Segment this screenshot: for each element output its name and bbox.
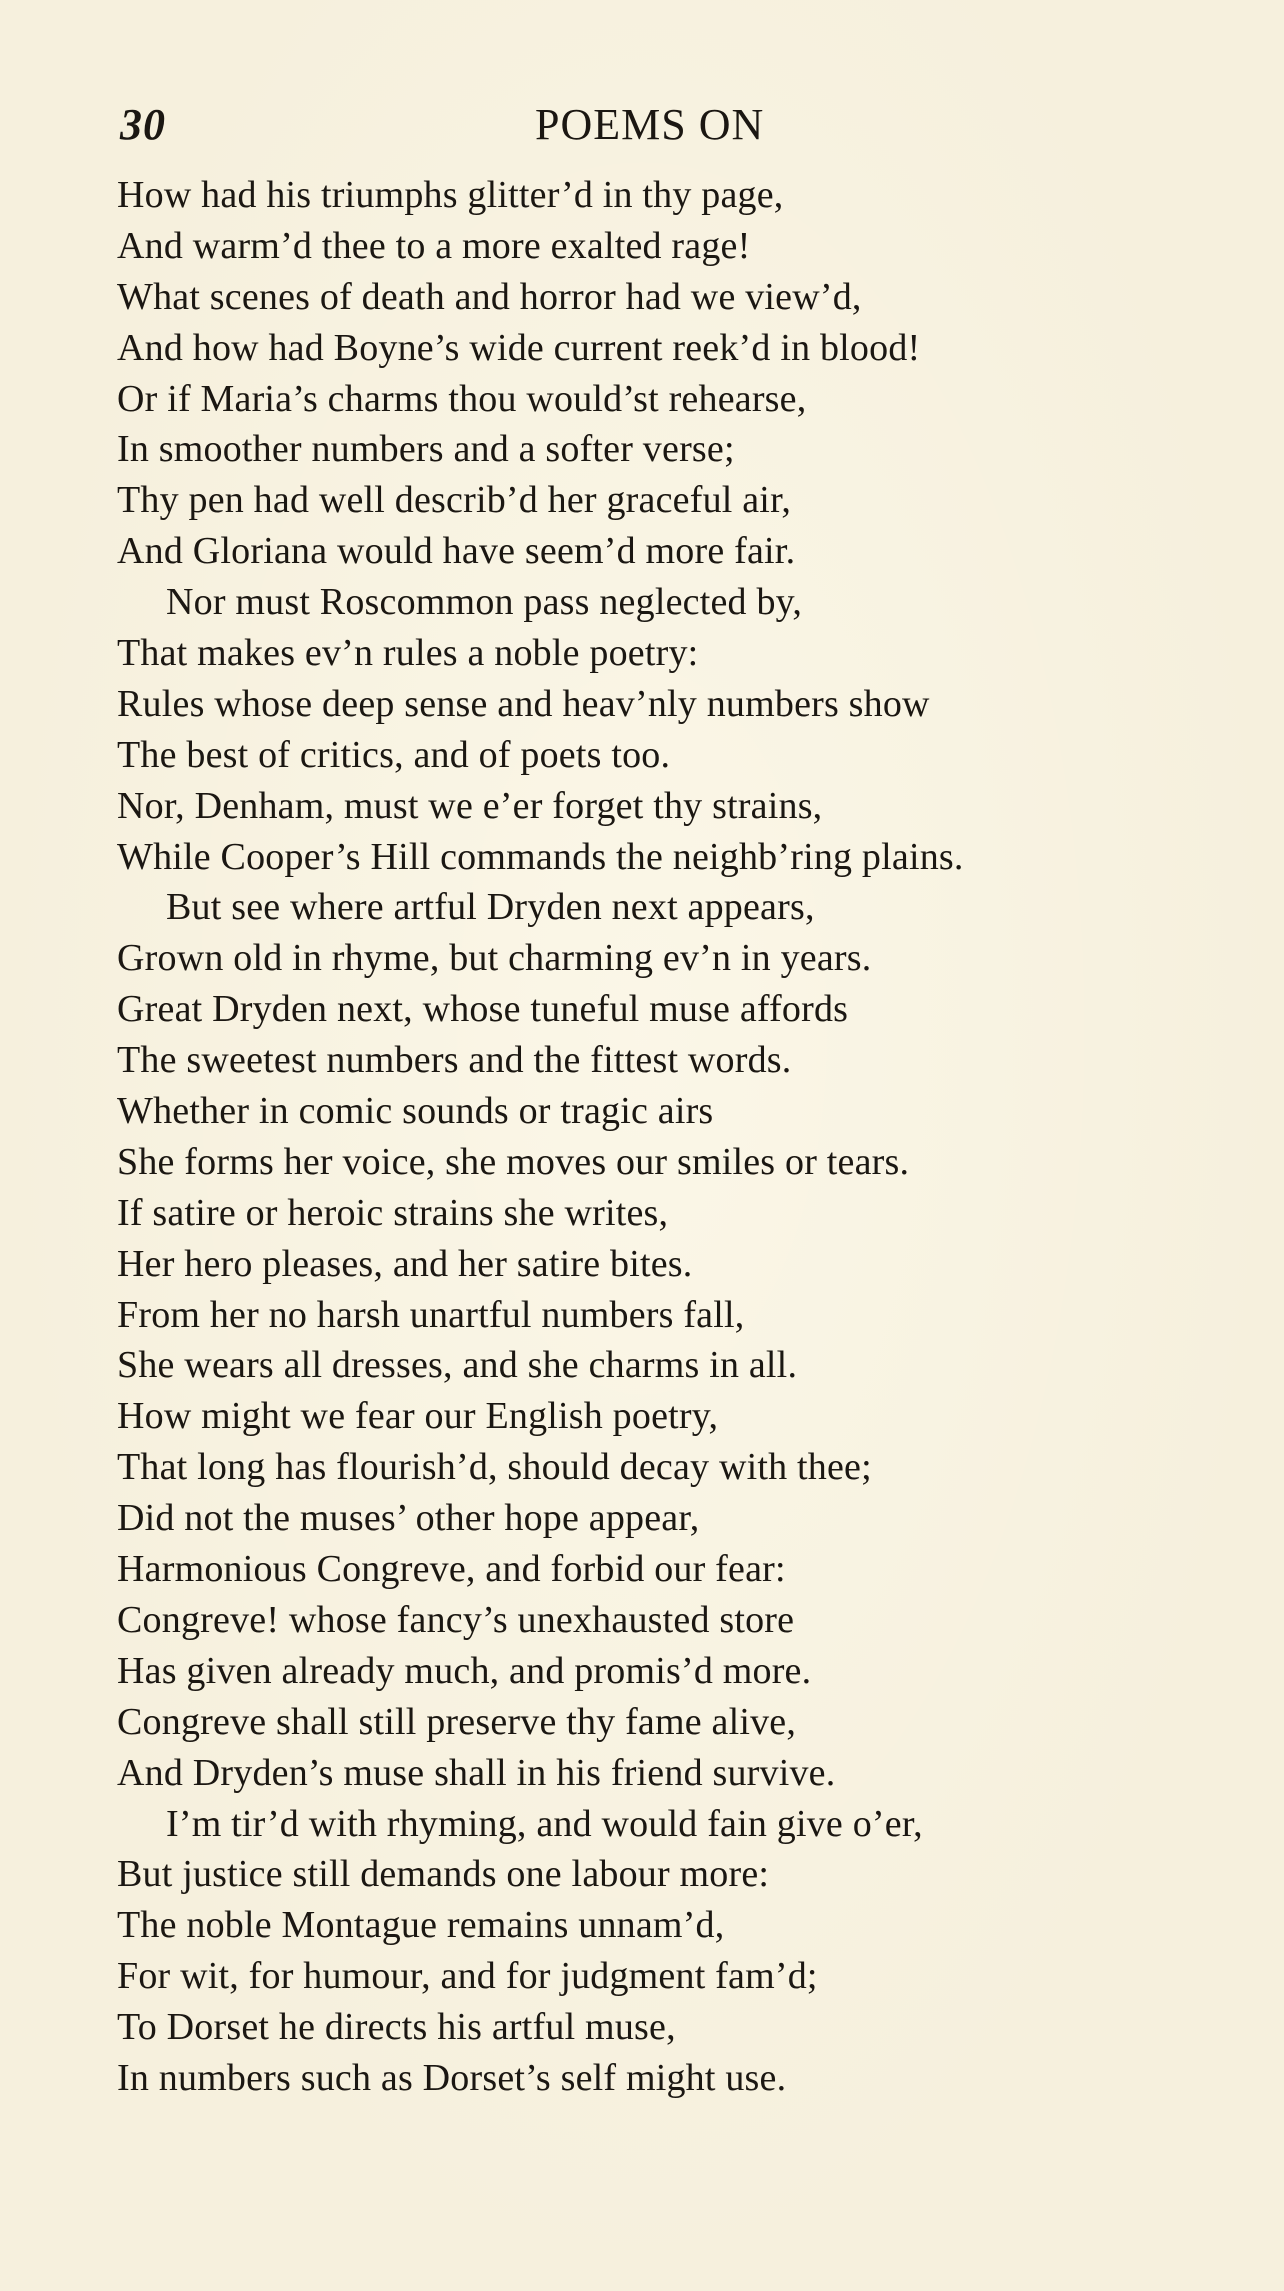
poem-line: Nor must Roscommon pass neglected by, [166, 581, 803, 624]
poem-line: Congreve! whose fancy’s unexhausted store [117, 1598, 795, 1641]
poem-line: How might we fear our English poetry, [117, 1395, 719, 1438]
poem-line: Rules whose deep sense and heav’nly numbers show [117, 682, 930, 725]
poem-line: That makes ev’n rules a noble poetry: [117, 632, 699, 675]
poem-line: Congreve shall still preserve thy fame alive, [117, 1700, 797, 1743]
poem-line: In smoother numbers and a softer verse; [117, 428, 735, 471]
poem-line: How had his triumphs glitter’d in thy page, [117, 174, 784, 216]
poem-line: And Dryden’s muse shall in his friend survive. [117, 1751, 836, 1794]
poem-line: Nor, Denham, must we e’er forget thy strains, [117, 784, 823, 827]
poem-line: But justice still demands one labour more: [117, 1853, 770, 1896]
poem-line: What scenes of death and horror had we view’d, [117, 275, 862, 318]
poem-line: Did not the muses’ other hope appear, [117, 1497, 700, 1540]
poem-line: Harmonious Congreve, and forbid our fear: [117, 1548, 786, 1591]
poem-line: While Cooper’s Hill commands the neighb’ring plains. [117, 835, 964, 878]
poem-line: And how had Boyne’s wide current reek’d in blood! [117, 326, 921, 369]
poem-line: From her no harsh unartful numbers fall, [117, 1293, 745, 1336]
poem-line: That long has flourish’d, should decay with thee; [117, 1446, 872, 1489]
poem-line: She forms her voice, she moves our smiles or tears. [117, 1140, 910, 1183]
poem-line: I’m tir’d with rhyming, and would fain give o’er, [166, 1802, 923, 1845]
poem-line: Grown old in rhyme, but charming ev’n in years. [117, 937, 872, 980]
poem-line: Has given already much, and promis’d more. [117, 1649, 812, 1692]
poem-line: To Dorset he directs his artful muse, [117, 2006, 676, 2049]
poem-line: Her hero pleases, and her satire bites. [117, 1242, 693, 1285]
poem-line: If satire or heroic strains she writes, [117, 1191, 669, 1234]
poem-line: For wit, for humour, and for judgment fam’d; [117, 1955, 818, 1998]
poem-line: Great Dryden next, whose tuneful muse affords [117, 988, 849, 1031]
page-header [0, 95, 1284, 155]
poem-line: The best of critics, and of poets too. [117, 733, 671, 776]
poem-line: Thy pen had well describ’d her graceful air, [117, 479, 792, 522]
running-head: POEMS ON [535, 100, 765, 149]
poem-line: In numbers such as Dorset’s self might use. [117, 2056, 787, 2099]
poem-line: And Gloriana would have seem’d more fair. [117, 530, 796, 573]
poem-line: She wears all dresses, and she charms in all. [117, 1344, 798, 1387]
poem-line: The noble Montague remains unnam’d, [117, 1904, 725, 1947]
page-number: 30 [120, 100, 166, 149]
poem-text [117, 170, 1237, 2104]
poem-line: And warm’d thee to a more exalted rage! [117, 224, 751, 267]
poem-line: The sweetest numbers and the fittest words. [117, 1039, 792, 1082]
poem-line: But see where artful Dryden next appears, [166, 886, 815, 929]
poem-line: Whether in comic sounds or tragic airs [117, 1090, 714, 1133]
poem-line: Or if Maria’s charms thou would’st rehearse, [117, 377, 807, 420]
